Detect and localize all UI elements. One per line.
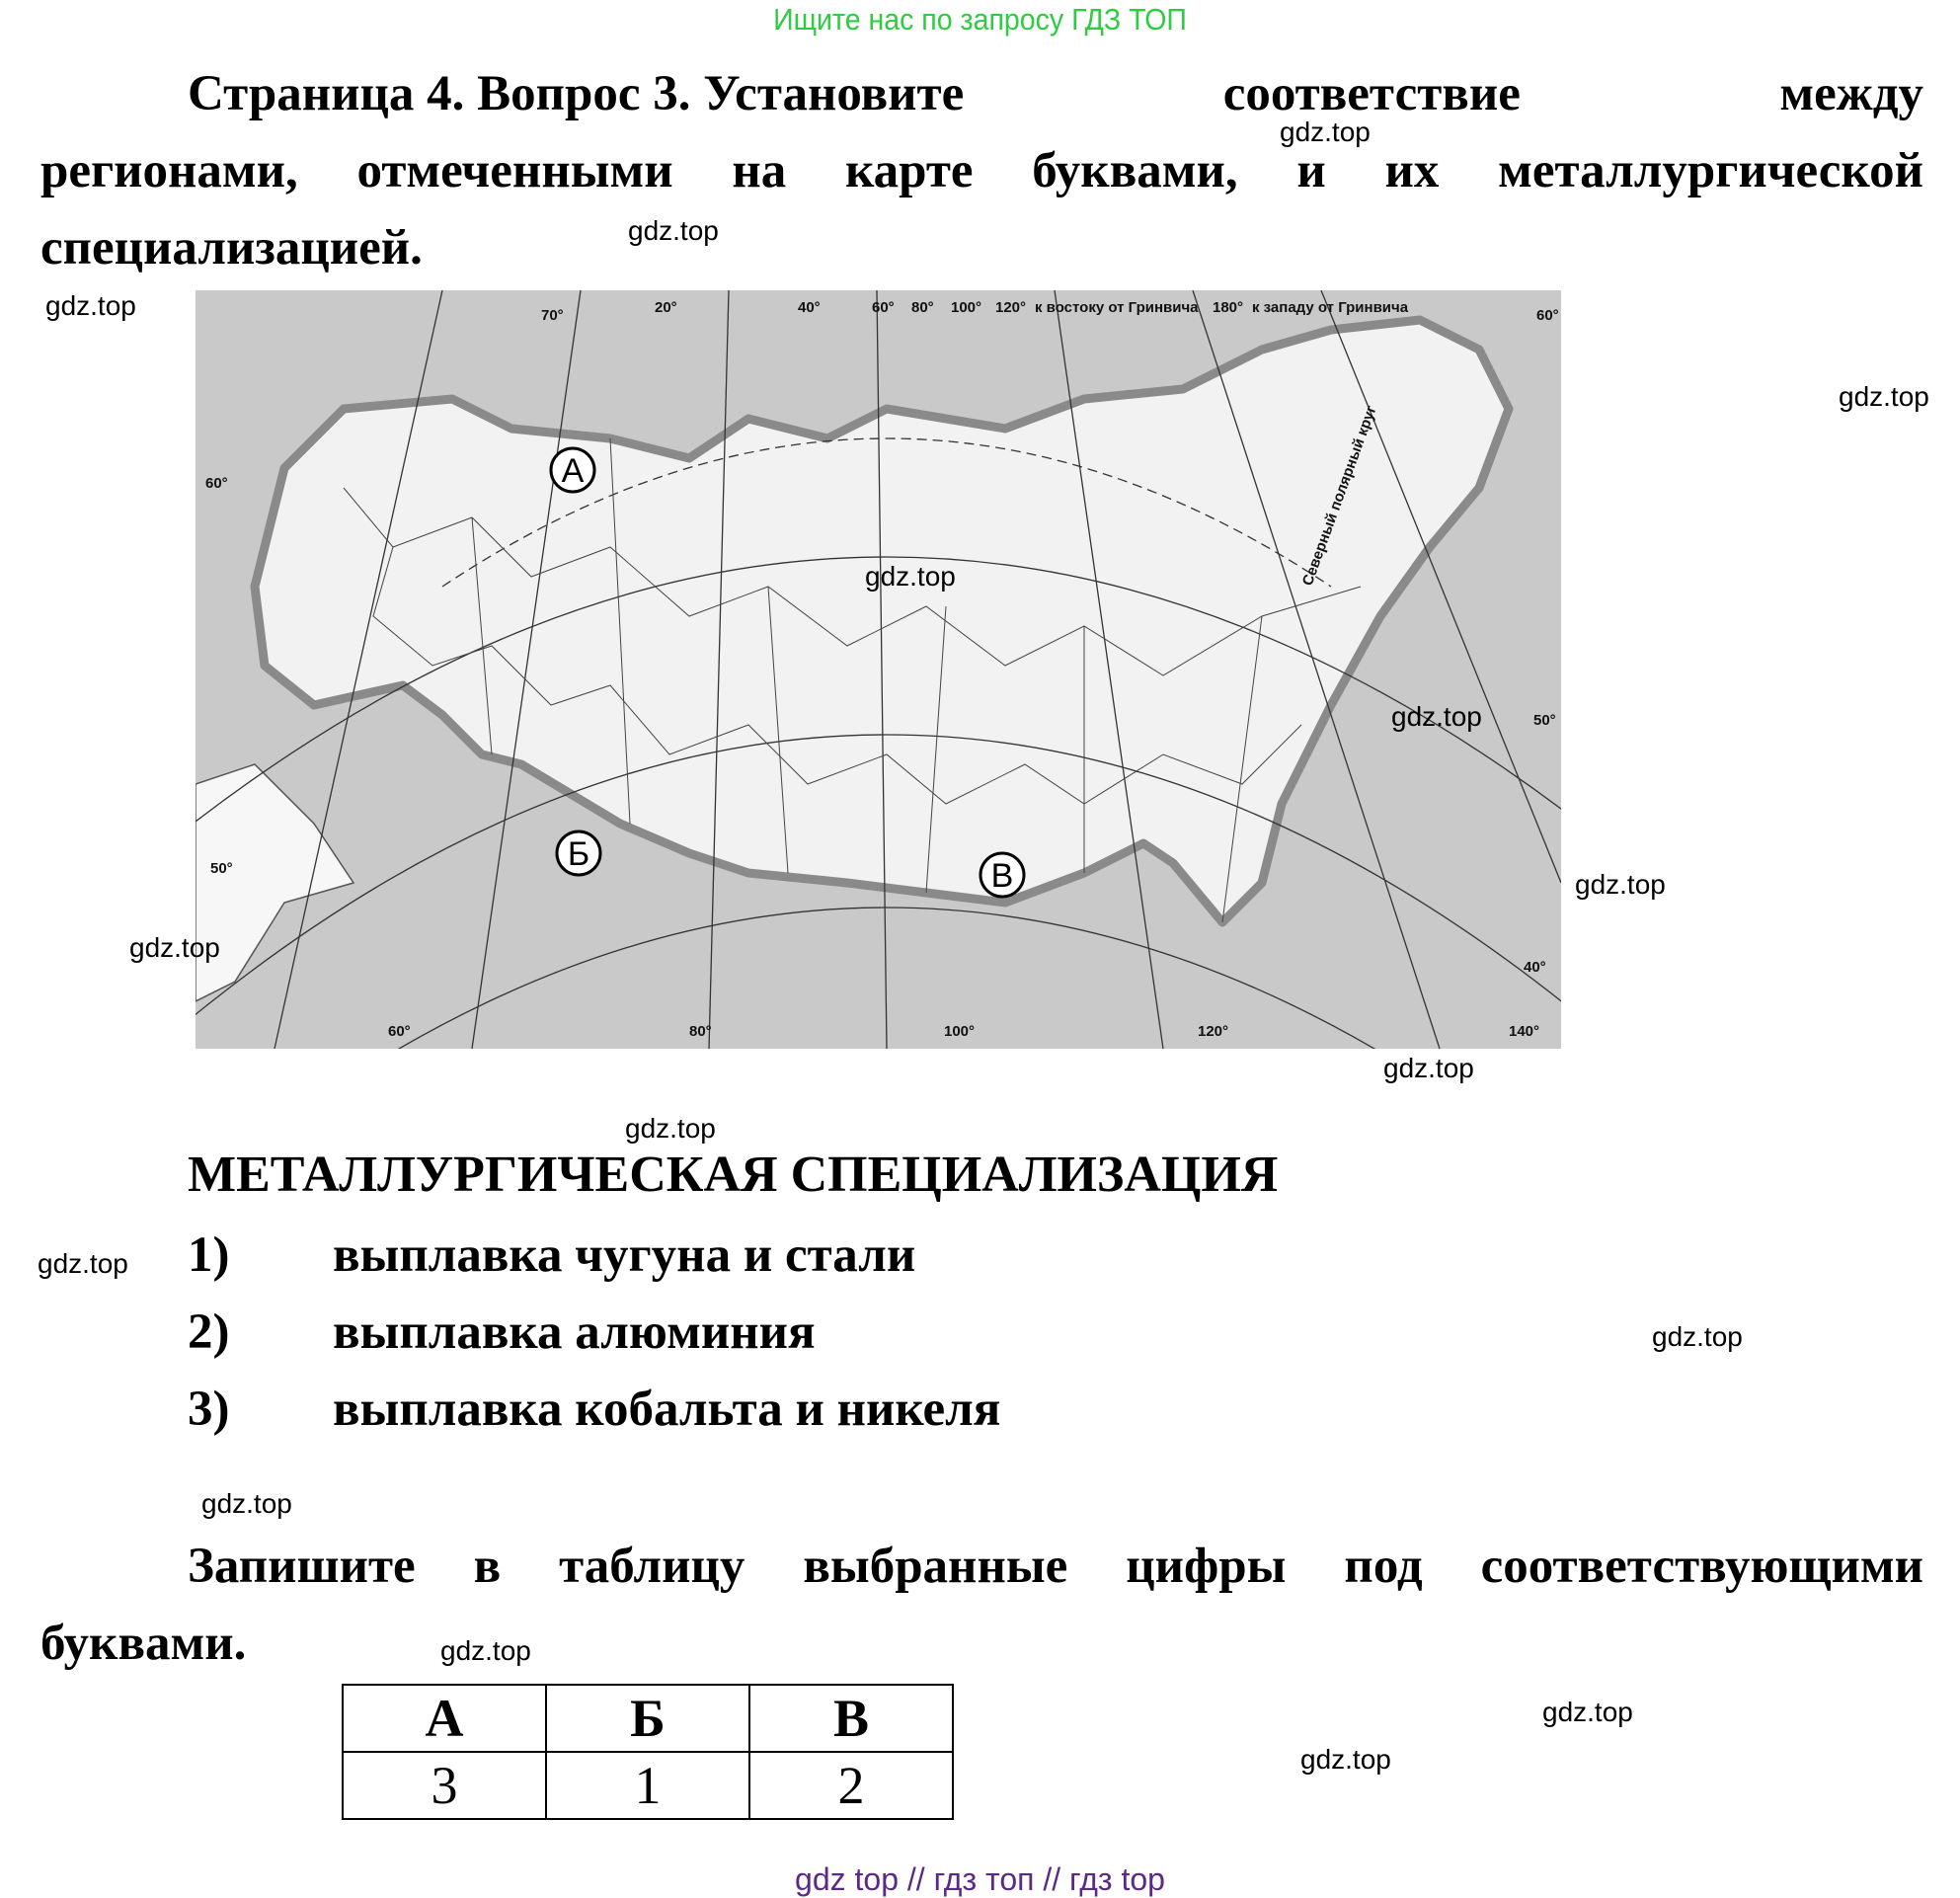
watermark: gdz.top: [1575, 869, 1666, 900]
watermark: gdz.top: [45, 290, 136, 321]
footer-watermark: gdz top // гдз топ // гдз top: [795, 1861, 1165, 1897]
list-item: 3) выплавка кобальта и никеля: [188, 1382, 1001, 1437]
map-label: 20°: [655, 299, 677, 316]
table-cell: 3: [343, 1752, 546, 1819]
map-label: к востоку от Гринвича: [1035, 299, 1199, 316]
watermark: gdz.top: [129, 932, 220, 963]
section-heading: МЕТАЛЛУРГИЧЕСКАЯ СПЕЦИАЛИЗАЦИЯ: [188, 1147, 1279, 1203]
list-item: 1) выплавка чугуна и стали: [188, 1227, 916, 1283]
table-cell: 2: [749, 1752, 953, 1819]
russia-map: [196, 290, 1561, 1049]
table-cell: 1: [546, 1752, 749, 1819]
question-text: между: [1779, 66, 1923, 121]
watermark: gdz.top: [38, 1248, 128, 1279]
watermark: gdz.top: [1383, 1053, 1474, 1083]
svg-text:Б: Б: [567, 835, 590, 873]
map-label: 70°: [541, 307, 564, 324]
search-banner: Ищите нас по запросу ГДЗ ТОП: [773, 2, 1187, 37]
question-text: Страница 4. Вопрос 3. Установите: [188, 66, 965, 121]
watermark: gdz.top: [1652, 1321, 1743, 1352]
table-header: А: [343, 1685, 546, 1752]
watermark: gdz.top: [1542, 1697, 1633, 1727]
question-line-1: [40, 55, 1923, 132]
instruction-line-2: буквами.: [40, 1616, 247, 1671]
watermark: gdz.top: [201, 1488, 292, 1519]
map-label: 60°: [205, 475, 228, 492]
map-label: 120°: [1198, 1023, 1229, 1040]
marker-a: [551, 448, 594, 492]
map-label: 80°: [689, 1023, 712, 1040]
watermark: gdz.top: [1300, 1744, 1391, 1775]
watermark: gdz.top: [1280, 117, 1371, 147]
table-header: Б: [546, 1685, 749, 1752]
watermark: gdz.top: [628, 215, 719, 246]
map-label: 180°: [1213, 299, 1244, 316]
question-text: соответствие: [1222, 66, 1521, 121]
map-label: 120°: [995, 299, 1027, 316]
map-label: 40°: [1524, 959, 1546, 976]
watermark: gdz.top: [1391, 701, 1482, 732]
map-label: 40°: [798, 299, 821, 316]
marker-v: [980, 853, 1024, 897]
watermark: gdz.top: [440, 1635, 531, 1666]
watermark: gdz.top: [625, 1113, 716, 1144]
answer-table: [342, 1684, 954, 1820]
map-label: 50°: [210, 860, 233, 877]
map-label: 60°: [1536, 307, 1559, 324]
watermark: gdz.top: [1839, 381, 1929, 412]
map-label: 60°: [388, 1023, 411, 1040]
marker-b: [557, 831, 600, 875]
question-line-3: специализацией.: [40, 220, 423, 276]
map-label: 50°: [1533, 712, 1556, 729]
instruction-line-1: Запишите в таблицу выбранные цифры под соответствующими: [188, 1539, 1923, 1594]
table-header: В: [749, 1685, 953, 1752]
svg-text:В: В: [990, 857, 1014, 895]
svg-text:А: А: [561, 452, 585, 490]
watermark: gdz.top: [865, 561, 956, 592]
map-label: 100°: [944, 1023, 976, 1040]
question-line-2: регионами, отмеченными на карте буквами, и их металлургической: [40, 143, 1923, 198]
arctic-circle-label: Северный полярный круг: [1298, 403, 1380, 589]
map-label: 60°: [872, 299, 895, 316]
map-label: 80°: [911, 299, 934, 316]
list-item: 2) выплавка алюминия: [188, 1305, 816, 1360]
map-label: 140°: [1509, 1023, 1540, 1040]
map-label: 100°: [951, 299, 982, 316]
map-label: к западу от Гринвича: [1252, 299, 1409, 316]
